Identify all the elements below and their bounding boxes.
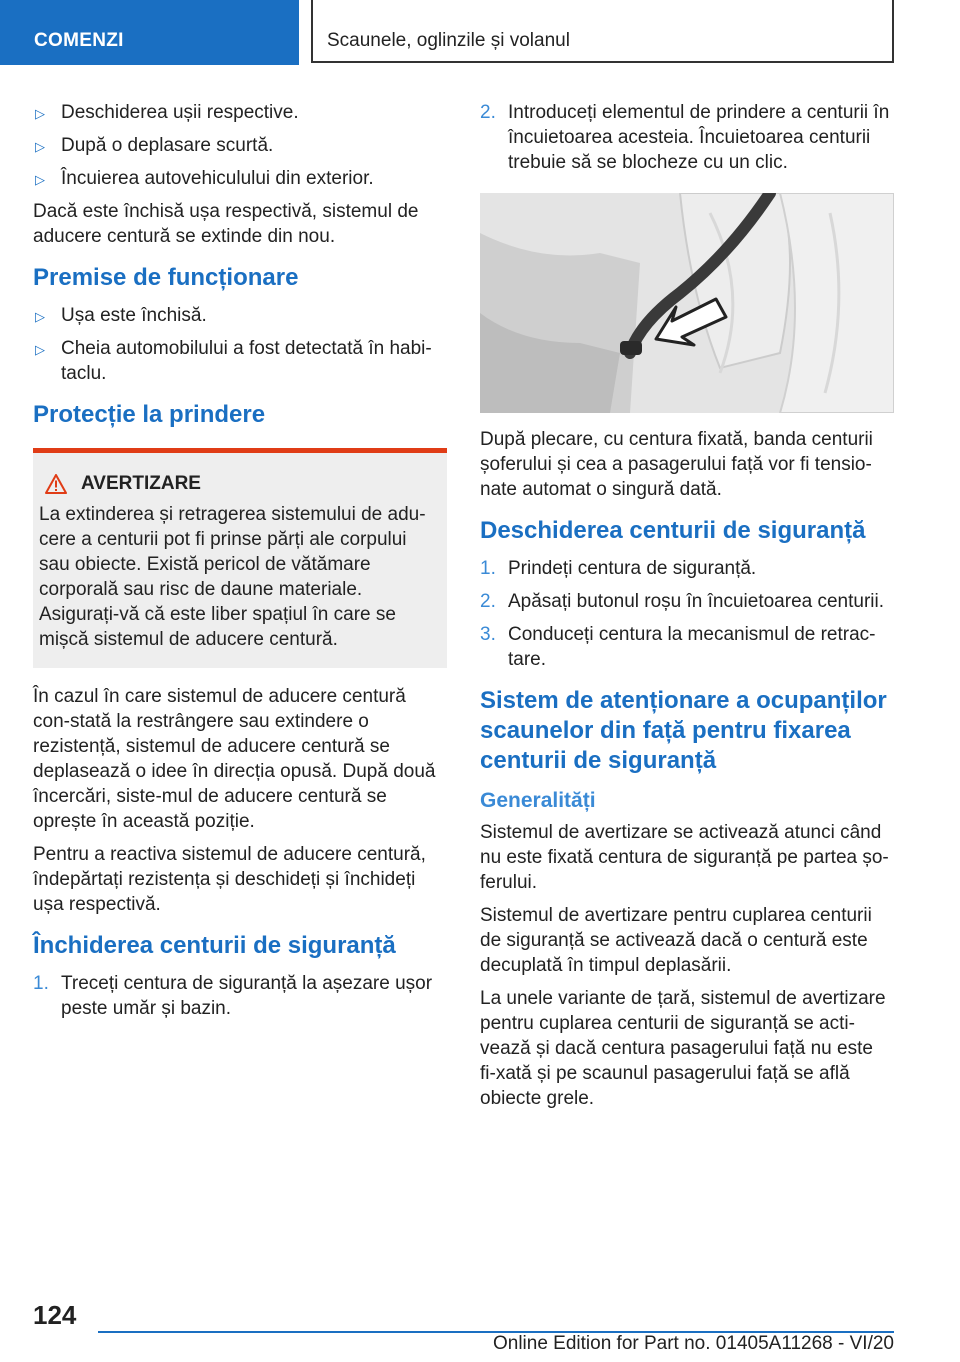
numbered-step: 1. Prindeți centura de siguranță.: [480, 558, 757, 579]
warning-triangle-icon: [45, 474, 67, 494]
section-tab: [0, 0, 299, 65]
heading-sistem: Sistem de atenționare a ocupanților scaunelor din față pentru fixarea centurii de siguranță: [480, 687, 887, 774]
paragraph: La unele variante de țară, sistemul de avertizare pentru cuplarea centurii de siguranță se acti-vează și dacă centura pasagerului față nu este fi-xată și pe scaunul pasagerului față se află obiecte grele.: [480, 988, 886, 1109]
paragraph: Dacă este închisă ușa respectivă, sistemul de aducere centură se extinde din nou.: [33, 201, 419, 247]
numbered-step: 2. Introduceți elementul de prindere a centurii în încuietoarea acesteia. Încuietoarea centurii trebuie să se blocheze cu un clic.: [480, 102, 890, 173]
triangle-bullet-icon: ▷: [35, 309, 45, 324]
triangle-bullet-icon: ▷: [35, 139, 45, 154]
warning-box: [33, 448, 447, 668]
list-item: ▷ Încuierea autovehiculului din exterior.: [33, 166, 447, 191]
warning-text: La extinderea și retragerea sistemului de adu-cere a centurii pot fi prinse părți ale corpului sau obiecte. Există pericol de vătămare corporală sau risc de daune materiale. Asigurați-vă că este liber spațiul în care se mișcă sistemul de aducere centură.: [39, 504, 426, 650]
page-number: 124: [33, 1300, 77, 1330]
seat-image-drawing: [480, 193, 894, 413]
warning-title: AVERTIZARE: [81, 473, 201, 494]
heading-inchidere: Închiderea centurii de siguranță: [33, 932, 396, 959]
seatbelt-illustration: [480, 193, 894, 413]
paragraph: Sistemul de avertizare se activează atunci când nu este fixată centura de siguranță pe partea șo-ferului.: [480, 822, 889, 893]
section-title: COMENZI: [34, 30, 124, 51]
triangle-bullet-icon: ▷: [35, 172, 45, 187]
heading-protectie: Protecție la prindere: [33, 401, 266, 428]
list-item: ▷ Deschiderea ușii respective.: [33, 100, 447, 125]
paragraph: După plecare, cu centura fixată, banda centurii șoferului și cea a pasagerului față vor fi tensio-nate automat o singură dată.: [480, 429, 873, 500]
triangle-bullet-icon: ▷: [35, 106, 45, 121]
edition-footer: Online Edition for Part no. 01405A11268 - VI/20: [492, 1333, 894, 1354]
heading-premise: Premise de funcționare: [33, 264, 299, 291]
warning-header: [39, 471, 441, 496]
list-item: ▷ Cheia automobilului a fost detectată în habi-taclu.: [35, 338, 432, 384]
paragraph: Pentru a reactiva sistemul de aducere centură, îndepărtați rezistența și deschideți și închideți ușa respectivă.: [33, 844, 426, 915]
paragraph: În cazul în care sistemul de aducere centură con-stată la restrângere sau extindere o rezistență, sistemul de aducere centură se deplasează o idee în direcția opusă. După două încercări, siste-mul de aducere centură se oprește în această poziție.: [33, 686, 436, 832]
numbered-step: 3. Conduceți centura la mecanismul de retrac-tare.: [480, 624, 876, 670]
chapter-title: Scaunele, oglinzile și volanul: [327, 30, 570, 51]
paragraph: Sistemul de avertizare pentru cuplarea centurii de siguranță se activează dacă o centură este decuplată în timpul deplasării.: [480, 905, 872, 976]
right-column: [480, 100, 894, 1119]
list-item: ▷ După o deplasare scurtă.: [33, 133, 447, 158]
chapter-header: [311, 0, 894, 63]
triangle-bullet-icon: ▷: [35, 342, 45, 357]
list-item: ▷ Ușa este închisă.: [33, 303, 447, 328]
numbered-step: 2. Apăsați butonul roșu în încuietoarea centurii.: [480, 591, 885, 612]
heading-generalitati: Generalități: [480, 789, 596, 812]
heading-deschidere: Deschiderea centurii de siguranță: [480, 517, 866, 544]
left-column: [33, 100, 447, 1029]
numbered-step: 1. Treceți centura de siguranță la așezare ușor peste umăr și bazin.: [33, 973, 433, 1019]
